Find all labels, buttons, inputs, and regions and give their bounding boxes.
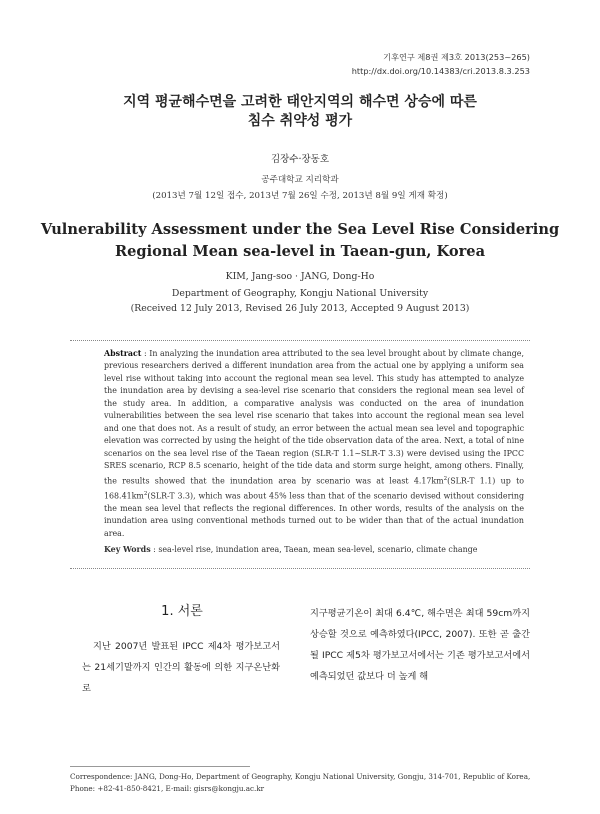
keywords xyxy=(104,545,524,554)
english-authors: KIM, Jang-soo · JANG, Dong-Ho xyxy=(225,271,375,282)
abstract-sup1: 2 xyxy=(443,475,448,482)
korean-dates: (2013년 7월 12일 접수, 2013년 7월 26일 수정, 2013년 8월 9일 게재 확정) xyxy=(152,191,448,201)
korean-title-line2: 침수 취약성 평가 xyxy=(247,113,353,129)
abstract-text-part3: (SLR-T 3.3), which was about 45% less than that of the scenario devised without considering the mean sea level that reflects the regional differences. In other words, results of the analysis on the inundation area using conventional methods turned out to be wider than that of the actual inundation area. xyxy=(104,491,524,538)
correspondence-footnote: Correspondence: JANG, Dong-Ho, Department of Geography, Kongju National University, Gongju, 314-701, Republic of Korea, Phone: +82-41-850-8421, E-mail: gisrs@kongju.ac.kr xyxy=(70,772,531,793)
english-title-line1: Vulnerability Assessment under the Sea Level Rise Considering xyxy=(40,221,560,238)
journal-citation: 기후연구 제8권 제3호 2013(253~265) xyxy=(383,52,530,62)
korean-affiliation: 공주대학교 지리학과 xyxy=(261,175,339,185)
footnote-rule xyxy=(70,766,250,767)
korean-authors: 김장수·장동호 xyxy=(270,154,330,165)
english-title-line2: Regional Mean sea-level in Taean-gun, Korea xyxy=(114,243,486,260)
section-heading-introduction: 1. 서론 xyxy=(161,604,203,619)
korean-title-line1: 지역 평균해수면을 고려한 태안지역의 해수면 상승에 따른 xyxy=(123,94,477,110)
intro-left-column: 지난 2007년 발표된 IPCC 제4차 평가보고서는 21세기말까지 인간의 활동에 의한 지구온난화로 xyxy=(82,641,280,694)
keywords-text: : sea-level rise, inundation area, Taean, mean sea-level, scenario, climate change xyxy=(150,545,478,554)
abstract-text-part1: : In analyzing the inundation area attributed to the sea level brought about by climate change, previous researchers derived a different inundation area from the actual one by applying a uniform sea level rise without taking into account the regional mean sea level. This study has attempted to analyze the inundation area by devising a sea-level rise scenario that considers the regional mean sea level of the study area. In addition, a comparative analysis was conducted on the area of inundation vulnerabilities between the sea level rise scenario that takes into account the regional mean sea level and one that does not. As a result of study, an error between the actual mean sea level and topographic elevation was corrected by using the height of the tide observation data of the area. Next, a total of nine scenarios on the sea level rise of the Taean region (SLR-T 1.1~SLR-T 3.3) were devised using the IPCC SRES scenario, RCP 8.5 scenario, height of the tide data and storm surge height, among others. Finally, the results showed that the inundation area by scenario was at least 4.17km xyxy=(104,349,524,486)
abstract-label: Abstract xyxy=(104,349,142,358)
keywords-label: Key Words xyxy=(104,545,151,554)
abstract-sup2: 2 xyxy=(143,490,148,497)
doi-link[interactable]: http://dx.doi.org/10.14383/cri.2013.8.3.253 xyxy=(351,66,530,76)
abstract-bottom-rule xyxy=(70,568,530,569)
abstract xyxy=(104,348,524,540)
abstract-text-part2: (SLR-T 1.1) up to 168.41km xyxy=(104,476,524,501)
abstract-top-rule xyxy=(70,340,530,341)
intro-right-column: 지구평균기온이 최대 6.4℃, 해수면은 최대 59cm까지 상승할 것으로 예측하였다(IPCC, 2007). 또한 곧 출간될 IPCC 제5차 평가보고서에서는 기존 평가보고서에서 예측되었던 값보다 더 높게 해 xyxy=(310,608,530,682)
english-affiliation: Department of Geography, Kongju National University xyxy=(171,288,429,299)
english-dates: (Received 12 July 2013, Revised 26 July 2013, Accepted 9 August 2013) xyxy=(130,303,470,314)
